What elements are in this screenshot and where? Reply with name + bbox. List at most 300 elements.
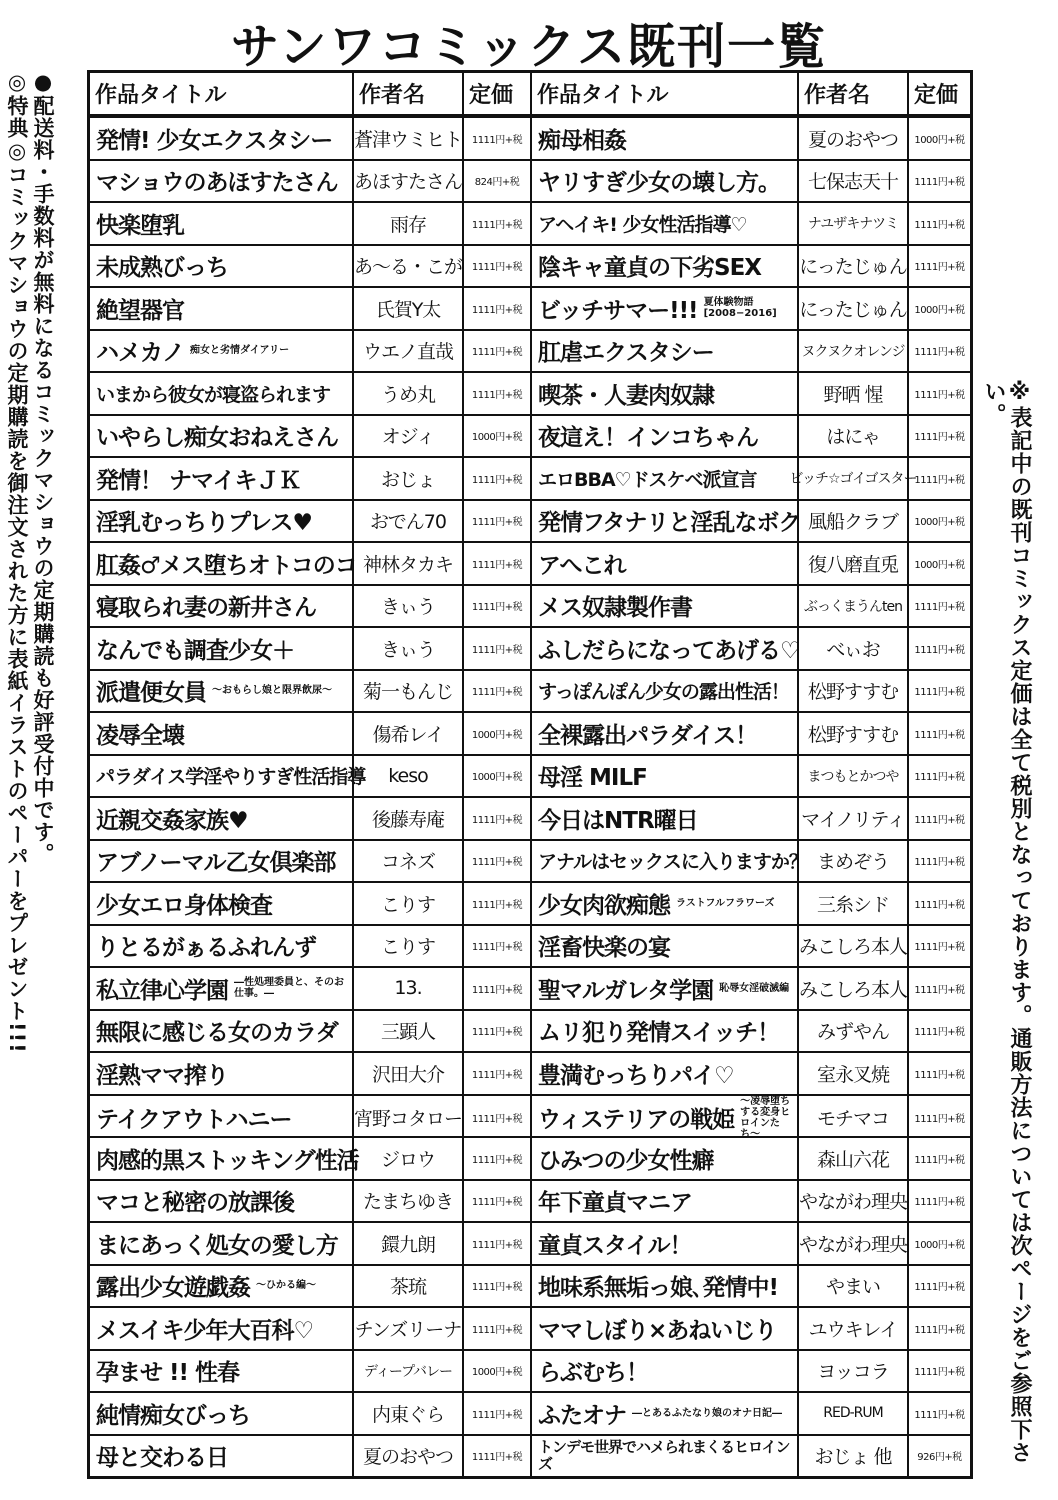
comic-price [909, 1308, 970, 1349]
comic-price [464, 1436, 532, 1477]
comic-title-text: 未成熟びっち [96, 255, 228, 282]
comic-author [354, 1011, 464, 1052]
comic-price-text: 1111円+税 [471, 857, 523, 869]
comic-title-text: ヤリすぎ少女の壊し方。 [538, 170, 780, 197]
comic-title-text: 淫熟ママ搾り [96, 1062, 228, 1089]
comic-author-text: ジロウ [380, 1148, 435, 1171]
comic-title [90, 288, 354, 329]
comic-title-text: 聖マルガレタ学園 [538, 977, 714, 1004]
comic-price [909, 713, 970, 754]
comic-title [532, 1393, 799, 1434]
comic-author [799, 416, 909, 457]
comic-title [90, 1138, 359, 1179]
comic-author [799, 883, 909, 924]
comic-title [90, 671, 354, 712]
comic-price-text: 1111円+税 [471, 1452, 523, 1464]
table-row [90, 116, 970, 159]
comic-author-text: こりす [380, 893, 435, 916]
comic-price-text: 1111円+税 [914, 687, 965, 699]
comic-author-text: みずやん [816, 1021, 889, 1044]
comic-title-text: ひみつの少女性癖 [538, 1147, 714, 1174]
comic-price-text: 1111円+税 [914, 602, 965, 614]
comic-title [90, 416, 354, 457]
comic-author-text: やながわ理央 [799, 1233, 908, 1256]
comic-price-text: 1111円+税 [471, 1027, 523, 1039]
comic-author-text: まめぞう [816, 851, 889, 874]
comic-author-text: 宵野コタロー [354, 1108, 463, 1130]
comic-author [354, 373, 464, 414]
comic-title [532, 798, 799, 839]
table-row [90, 456, 970, 499]
table-row [90, 499, 970, 542]
table-row [90, 754, 970, 797]
comic-title [90, 586, 354, 627]
comic-author-text: ビッチ☆ゴイゴスター [789, 471, 917, 488]
comic-author [354, 458, 464, 499]
comic-price [909, 246, 970, 287]
comic-price-text: 1111円+税 [914, 899, 965, 911]
comic-author [799, 756, 909, 797]
comic-title-text: アブノーマル乙女倶楽部 [96, 850, 336, 877]
subscription-note [4, 70, 56, 1490]
comic-title-text: 肉感的黒ストッキング性活 [96, 1147, 359, 1174]
comic-author [354, 246, 464, 287]
comic-title-text: 派遣便女員 [96, 680, 206, 707]
comic-title [90, 458, 354, 499]
comic-author [354, 671, 464, 712]
comic-title-text: ふしだらになってあげる♡ [538, 637, 800, 664]
comic-price [909, 1096, 970, 1140]
comic-price [464, 501, 532, 542]
comic-title [90, 203, 354, 244]
table-row [90, 1094, 970, 1140]
comic-author [799, 331, 909, 372]
comic-title [532, 1308, 799, 1349]
table-row [90, 584, 970, 627]
comic-author [354, 1351, 464, 1392]
comic-title [90, 161, 354, 202]
table-row [90, 371, 970, 414]
comic-title-text: ビッチサマー!!! [538, 297, 698, 324]
comic-author [799, 671, 909, 712]
comic-title-text: 近親交姦家族♥ [96, 807, 248, 834]
comic-title [90, 1096, 354, 1140]
comic-price [909, 161, 970, 202]
comic-author [799, 798, 909, 839]
comic-price-text: 1111円+税 [914, 262, 965, 274]
comic-title [90, 1181, 354, 1222]
comic-author [799, 288, 909, 329]
comic-price-text: 1111円+税 [914, 1367, 965, 1379]
comic-title [90, 628, 354, 669]
comic-price [909, 543, 970, 584]
comic-author-text: きぃう [380, 638, 435, 661]
page-title: サンワコミックス既刊一覧 [230, 19, 828, 75]
comic-price-text: 1111円+税 [914, 942, 965, 954]
table-row [90, 1179, 970, 1222]
comic-price-text: 1000円+税 [471, 1367, 523, 1379]
comic-author [799, 501, 909, 542]
comic-title-text: 全裸露出パラダイス！ [538, 722, 758, 749]
header-title: 作品タイトル [90, 73, 354, 114]
comic-author [799, 926, 909, 967]
comic-price [909, 1266, 970, 1307]
comic-author-text: はにゃ [826, 426, 880, 449]
comic-title [532, 756, 799, 797]
comic-author [354, 416, 464, 457]
comic-price-text: 1111円+税 [914, 857, 965, 869]
bonus-note: ◎特典◎コミックマショウの定期購読を御注文された方に表紙イラストのペーパーをプレゼント!!! [5, 70, 29, 1054]
table-row [90, 414, 970, 457]
table-row [90, 159, 970, 202]
comic-price [909, 586, 970, 627]
comic-author [799, 1096, 909, 1140]
comic-author-text: おじょ 他 [814, 1446, 892, 1469]
comic-title [90, 1053, 354, 1094]
comic-title-text: 童貞スタイル！ [538, 1232, 692, 1259]
comic-price-text: 1111円+税 [914, 1027, 965, 1039]
comic-price-text: 1111円+税 [471, 1114, 523, 1125]
table-row [90, 1221, 970, 1264]
comics-table [87, 70, 973, 1479]
comic-title-text: りとるがぁるふれんず [96, 935, 316, 962]
comic-author-text: 復八磨直兎 [807, 553, 898, 576]
comic-title-text: 発情! 少女エクスタシー [96, 127, 333, 154]
comic-price-text: 1000円+税 [914, 304, 965, 316]
comic-price [909, 1351, 970, 1392]
comic-author [354, 841, 464, 882]
comic-price [464, 1011, 532, 1052]
comic-price-text: 1111円+税 [914, 1409, 965, 1421]
comic-price [464, 1138, 532, 1179]
table-row [90, 244, 970, 287]
comic-price [464, 713, 532, 754]
comic-author-text: こりす [380, 936, 435, 959]
comic-price-text: 1000円+税 [914, 134, 965, 146]
table-row [90, 796, 970, 839]
table-row [90, 966, 970, 1009]
comic-title [90, 1011, 354, 1052]
comic-title-text: ママしぼり×あねいじり [538, 1317, 777, 1344]
comic-price [464, 118, 532, 159]
comic-price [909, 671, 970, 712]
comic-title-text: 母と交わる日 [96, 1445, 228, 1472]
comic-author [354, 713, 464, 754]
comic-price [464, 1223, 532, 1264]
comic-title-text: 快楽堕乳 [96, 212, 184, 239]
comic-title-text: 今日はNTR曜日 [538, 807, 698, 834]
comic-author [354, 1436, 464, 1477]
table-row [90, 839, 970, 882]
comic-title [532, 1053, 799, 1094]
comic-price [909, 203, 970, 244]
comic-title-text: 淫畜快楽の宴 [538, 935, 670, 962]
comic-author [799, 1053, 909, 1094]
comic-price [464, 926, 532, 967]
comic-title [532, 713, 799, 754]
comic-author-text: 神林タカキ [362, 553, 453, 576]
comic-price [464, 1393, 532, 1434]
comic-author-text: 内東ぐら [371, 1403, 444, 1426]
comic-title [532, 203, 799, 244]
comic-price-text: 1111円+税 [471, 304, 523, 316]
comic-price [909, 968, 970, 1009]
comic-title [532, 1096, 799, 1140]
table-row [90, 1051, 970, 1094]
comic-price [464, 458, 532, 499]
comic-price-text: 1111円+税 [914, 474, 965, 486]
comic-price-text: 1111円+税 [471, 559, 523, 571]
comic-author [799, 1436, 909, 1477]
comic-price [464, 1096, 532, 1140]
comic-price-text: 1111円+税 [914, 432, 965, 444]
table-row [90, 626, 970, 669]
comic-subtitle: ―性処理委員と、そのお仕事。― [234, 977, 344, 1000]
comic-author-text: 13. [394, 977, 422, 1000]
comic-title-text: 母淫 MILF [538, 765, 647, 792]
header-author: 作者名 [799, 73, 909, 114]
comic-price-text: 1111円+税 [471, 1239, 523, 1251]
comic-author [354, 118, 464, 159]
comic-author-text: ディープバレー [363, 1363, 453, 1380]
comic-title [532, 161, 799, 202]
header-author: 作者名 [354, 73, 464, 114]
comic-price-text: 1111円+税 [471, 1324, 523, 1336]
comic-price-text: 1000円+税 [914, 517, 965, 529]
comic-price [464, 373, 532, 414]
header-title: 作品タイトル [532, 73, 799, 114]
comic-title-text: ハメカノ [96, 340, 184, 367]
comic-author [354, 586, 464, 627]
comic-price [464, 416, 532, 457]
comic-title-text: マコと秘密の放課後 [96, 1190, 294, 1217]
comic-author [354, 926, 464, 967]
comic-price-text: 1111円+税 [471, 517, 523, 529]
comic-author [354, 543, 464, 584]
comic-author [354, 1096, 464, 1140]
comic-author [799, 1138, 909, 1179]
comic-subtitle: 〜凌辱堕ちする変身ヒロインたち〜 [740, 1095, 791, 1140]
comic-author [354, 756, 464, 797]
comic-price-text: 1000円+税 [471, 432, 523, 444]
table-row [90, 286, 970, 329]
comic-title-text: 露出少女遊戯姦 [96, 1275, 250, 1302]
comic-price-text: 1111円+税 [471, 1154, 523, 1166]
comic-author [799, 1351, 909, 1392]
comic-title [90, 1308, 354, 1349]
comic-price [909, 288, 970, 329]
comic-price-text: 1111円+税 [914, 1114, 965, 1125]
comic-price-text: 1000円+税 [914, 559, 965, 571]
comic-price [909, 841, 970, 882]
comic-subtitle: 痴女と劣情ダイアリー [190, 345, 290, 357]
comic-author-text: 三糸シド [816, 893, 889, 916]
header-price: 定価 [914, 83, 959, 108]
comic-author-text: 松野すすむ [807, 723, 899, 746]
table-row [90, 1391, 970, 1434]
comic-title [90, 1223, 354, 1264]
comic-author [799, 161, 909, 202]
comic-title [532, 1181, 799, 1222]
table-row [90, 1306, 970, 1349]
comic-price [909, 118, 970, 159]
comic-price-text: 1111円+税 [914, 177, 965, 189]
comic-price [464, 1351, 532, 1392]
table-row [90, 1434, 970, 1477]
comic-title-text: メス奴隷製作書 [538, 595, 692, 622]
comic-author [354, 1266, 464, 1307]
comic-title [90, 118, 354, 159]
comic-price [464, 543, 532, 584]
header-price: 定価 [464, 73, 532, 114]
comic-author-text: おでん70 [370, 511, 446, 534]
comic-title [532, 628, 799, 669]
comic-author [799, 586, 909, 627]
comic-price [464, 288, 532, 329]
comic-title [90, 883, 354, 924]
table-row [90, 201, 970, 244]
comic-price-text: 1111円+税 [471, 814, 523, 826]
comic-author-text: やながわ理央 [799, 1191, 908, 1214]
comic-price-text: 824円+税 [474, 177, 520, 189]
comic-title-text: 孕ませ !! 性春 [96, 1360, 239, 1387]
comic-price-text: 1111円+税 [914, 1282, 965, 1294]
comic-author [799, 1266, 909, 1307]
comic-title [90, 543, 357, 584]
comic-author-text: べぃお [826, 638, 880, 661]
comic-author [799, 118, 909, 159]
comic-author-text: まつもとかつや [807, 768, 899, 785]
comic-price [909, 798, 970, 839]
comic-title [532, 416, 799, 457]
comic-price-text: 1111円+税 [471, 644, 523, 656]
comic-price [909, 1223, 970, 1264]
comic-title [90, 756, 366, 797]
comic-author-text: ヌクヌクオレンジ [801, 343, 905, 360]
comic-title [532, 1436, 799, 1477]
comic-author-text: みこしろ本人 [799, 978, 908, 1001]
comic-author-text: 沢田大介 [371, 1063, 444, 1086]
comic-price [909, 756, 970, 797]
comic-title [532, 586, 799, 627]
comic-title-text: アヘイキ! 少女性活指導♡ [538, 213, 747, 236]
comic-author-text: 鐶九朗 [380, 1233, 435, 1256]
comic-price [909, 1181, 970, 1222]
comic-price-text: 1000円+税 [471, 772, 523, 784]
comic-subtitle: ラストフルフラワーズ [676, 897, 775, 909]
comic-author-text: コネズ [380, 851, 435, 874]
comic-title-text: いやらし痴女おねえさん [96, 425, 338, 452]
comic-price-text: 1111円+税 [471, 134, 523, 146]
table-row [90, 541, 970, 584]
comic-title-text: すっぽんぽん少女の露出性活！ [538, 681, 789, 704]
comic-title-text: なんでも調査少女＋ [96, 637, 294, 664]
comic-price [464, 968, 532, 1009]
comic-author [799, 203, 909, 244]
comic-title [90, 246, 354, 287]
comic-title [532, 288, 799, 329]
comic-author-text: 野晒 惺 [823, 383, 883, 406]
comic-author-text: ユウキレイ [808, 1318, 898, 1341]
comic-author [799, 841, 909, 882]
comic-author [799, 246, 909, 287]
table-header [90, 73, 970, 116]
table-row [90, 1009, 970, 1052]
comic-price [909, 1138, 970, 1179]
comic-title [532, 458, 799, 499]
comic-title [90, 1393, 354, 1434]
comic-author-text: 茶琉 [389, 1276, 426, 1299]
comic-author-text: 風船クラブ [807, 511, 898, 534]
comic-price [909, 926, 970, 967]
comic-title [90, 331, 354, 372]
comic-price [909, 1053, 970, 1094]
comic-title-text: 肛姦♂メス堕ちオトコのコ [96, 552, 357, 579]
comic-title [90, 1436, 354, 1477]
comic-price-text: 926円+税 [917, 1452, 962, 1464]
comic-title [90, 1266, 354, 1307]
comic-title [90, 968, 354, 1009]
comic-title-text: らぶむち！ [538, 1360, 648, 1387]
comic-price [464, 331, 532, 372]
comic-price [464, 671, 532, 712]
comic-author-text: RED-RUM [823, 1405, 883, 1422]
comic-title-text: エロBBA♡ドスケベ派宣言 [538, 468, 757, 491]
comic-title-text: 発情フタナリと淫乱なボク [538, 510, 801, 537]
comic-price-text: 1111円+税 [471, 984, 523, 996]
comic-author-text: たまちゆき [362, 1191, 453, 1214]
comic-title [90, 841, 354, 882]
comic-price-text: 1111円+税 [471, 389, 523, 401]
comic-title-text: 少女肉欲痴態 [538, 892, 670, 919]
comic-author-text: モチマコ [816, 1108, 889, 1130]
comic-author-text: マイノリティ [801, 808, 905, 831]
comic-author [799, 1308, 909, 1349]
comic-author [354, 968, 464, 1009]
comic-subtitle: 恥辱女淫破滅編 [719, 982, 790, 994]
comic-author [799, 1181, 909, 1222]
comic-price [464, 586, 532, 627]
comic-title-text: 喫茶・人妻肉奴隷 [538, 382, 714, 409]
comic-title-text: ふたオナ [538, 1402, 626, 1429]
comic-title-text: 凌辱全壊 [96, 722, 184, 749]
comic-price-text: 1111円+税 [914, 729, 965, 741]
comic-author-text: ナユザキナツミ [807, 216, 899, 233]
comic-author-text: オジィ [381, 426, 435, 449]
comic-author-text: 松野すすむ [807, 681, 899, 704]
table-row [90, 924, 970, 967]
comic-title-text: 年下童貞マニア [538, 1190, 692, 1217]
comic-title [90, 713, 354, 754]
comic-title [532, 926, 799, 967]
comic-price [464, 203, 532, 244]
comic-title-text: ムリ犯り発情スイッチ！ [538, 1020, 780, 1047]
comic-price [909, 1393, 970, 1434]
comic-author-text: あほすたさん [354, 171, 463, 194]
comic-price-text: 1111円+税 [914, 1197, 965, 1209]
comic-title [532, 331, 799, 372]
comic-author [799, 968, 909, 1009]
comic-title [532, 1351, 799, 1392]
comic-author-text: keso [388, 764, 428, 787]
comic-title-text: 寝取られ妻の新井さん [96, 595, 316, 622]
comic-title-text: アナルはセックスに入りますか？ [538, 851, 807, 874]
comic-title-text: アへこれ [538, 552, 626, 579]
comic-author-text: 夏のおやつ [807, 128, 898, 151]
comic-price [464, 798, 532, 839]
comic-author-text: 後藤寿庵 [371, 808, 444, 831]
comic-title-text: 私立律心学園 [96, 977, 228, 1004]
